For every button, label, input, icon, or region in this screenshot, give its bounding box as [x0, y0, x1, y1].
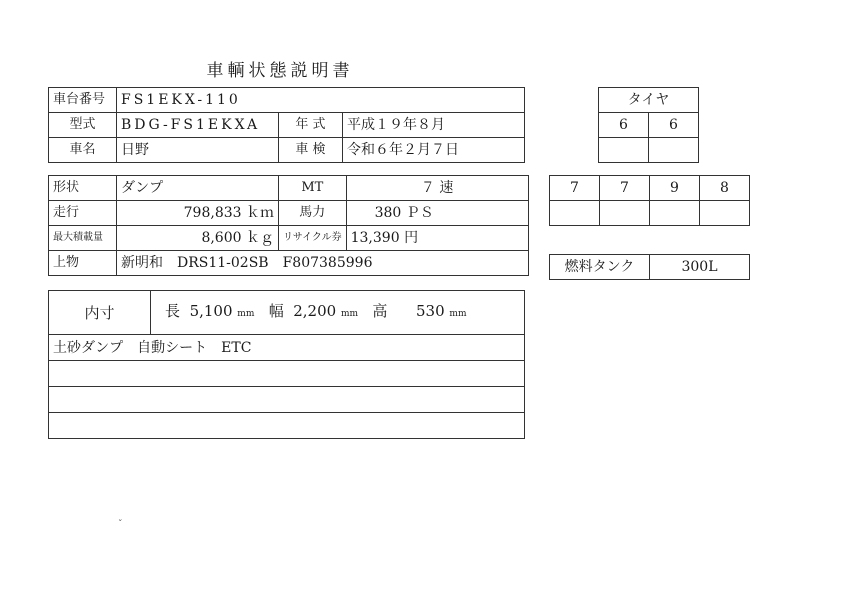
note-line: 土砂ダンプ 自動シート ETC [49, 335, 525, 361]
width-unit: mm [340, 309, 359, 319]
mileage-value: 798,833 [183, 205, 242, 221]
model-value: BDG-FS1EKXA [117, 113, 279, 138]
chassis-number-value: FS1EKX-110 [117, 88, 525, 113]
maker-label: 車名 [49, 138, 117, 163]
dims-values [151, 291, 525, 335]
width-label: 幅 [268, 302, 284, 320]
chassis-number-label: 車台番号 [49, 88, 117, 113]
height-unit: mm [449, 309, 467, 319]
width-value: 2,200 [293, 302, 337, 320]
tire-label: タイヤ [599, 88, 699, 113]
recycle-unit: 円 [404, 230, 419, 246]
max-load-value: 8,600 [201, 230, 242, 246]
fuel-tank-label: 燃料タンク [550, 255, 650, 280]
tire-front-table [598, 87, 699, 163]
power-unit: ＰＳ [405, 205, 434, 221]
max-load-label: 最大積載量 [49, 226, 117, 251]
note-line [49, 413, 525, 439]
height-value: 530 [416, 302, 445, 320]
dims-label: 内寸 [49, 291, 151, 335]
mileage-label: 走行 [49, 201, 117, 226]
recycle-value: 13,390 [350, 230, 400, 246]
tire-rear-blank [600, 201, 650, 226]
mileage-unit: ｋｍ [246, 205, 274, 221]
recycle-label: リサイクル券 [279, 226, 347, 251]
shape-value: ダンプ [117, 176, 279, 201]
tire-front-blank [599, 138, 649, 163]
tire-rear-blank [650, 201, 700, 226]
power-label: 馬力 [279, 201, 347, 226]
tire-front-value: 6 [649, 113, 699, 138]
tire-front-blank [649, 138, 699, 163]
basic-info-table [48, 87, 525, 163]
body-label: 上物 [49, 251, 117, 276]
spec-table [48, 175, 529, 276]
shape-label: 形状 [49, 176, 117, 201]
length-label: 長 [165, 302, 181, 320]
tire-rear-value: 7 [600, 176, 650, 201]
year-value: 平成１９年８月 [343, 113, 525, 138]
note-line [49, 387, 525, 413]
tire-rear-blank [700, 201, 750, 226]
height-label: 高 [372, 302, 388, 320]
transmission-label: MT [279, 176, 347, 201]
page-title: 車輌状態説明書 [206, 61, 354, 81]
year-label: 年 式 [279, 113, 343, 138]
tire-rear-value: 9 [650, 176, 700, 201]
fuel-tank-table [549, 254, 750, 280]
max-load-unit: ｋｇ [246, 230, 274, 246]
mileage-cell [117, 201, 279, 226]
length-unit: mm [237, 309, 255, 319]
recycle-cell [346, 226, 528, 251]
tire-rear-value: 7 [550, 176, 600, 201]
inspection-label: 車 検 [279, 138, 343, 163]
power-cell [346, 201, 528, 226]
tire-rear-blank [550, 201, 600, 226]
tire-rear-table [549, 175, 750, 226]
fuel-tank-value: 300L [650, 255, 750, 280]
model-label: 型式 [49, 113, 117, 138]
transmission-value: ７ 速 [346, 176, 528, 201]
note-line [49, 361, 525, 387]
tire-rear-value: 8 [700, 176, 750, 201]
tire-front-value: 6 [599, 113, 649, 138]
power-value: 380 [374, 205, 402, 221]
scan-mark: ˇ [118, 520, 123, 530]
body-value: 新明和 DRS11-02SB F807385996 [117, 251, 529, 276]
max-load-cell [117, 226, 279, 251]
maker-value: 日野 [117, 138, 279, 163]
dimensions-table [48, 290, 525, 439]
inspection-value: 令和６年２月７日 [343, 138, 525, 163]
length-value: 5,100 [189, 302, 233, 320]
